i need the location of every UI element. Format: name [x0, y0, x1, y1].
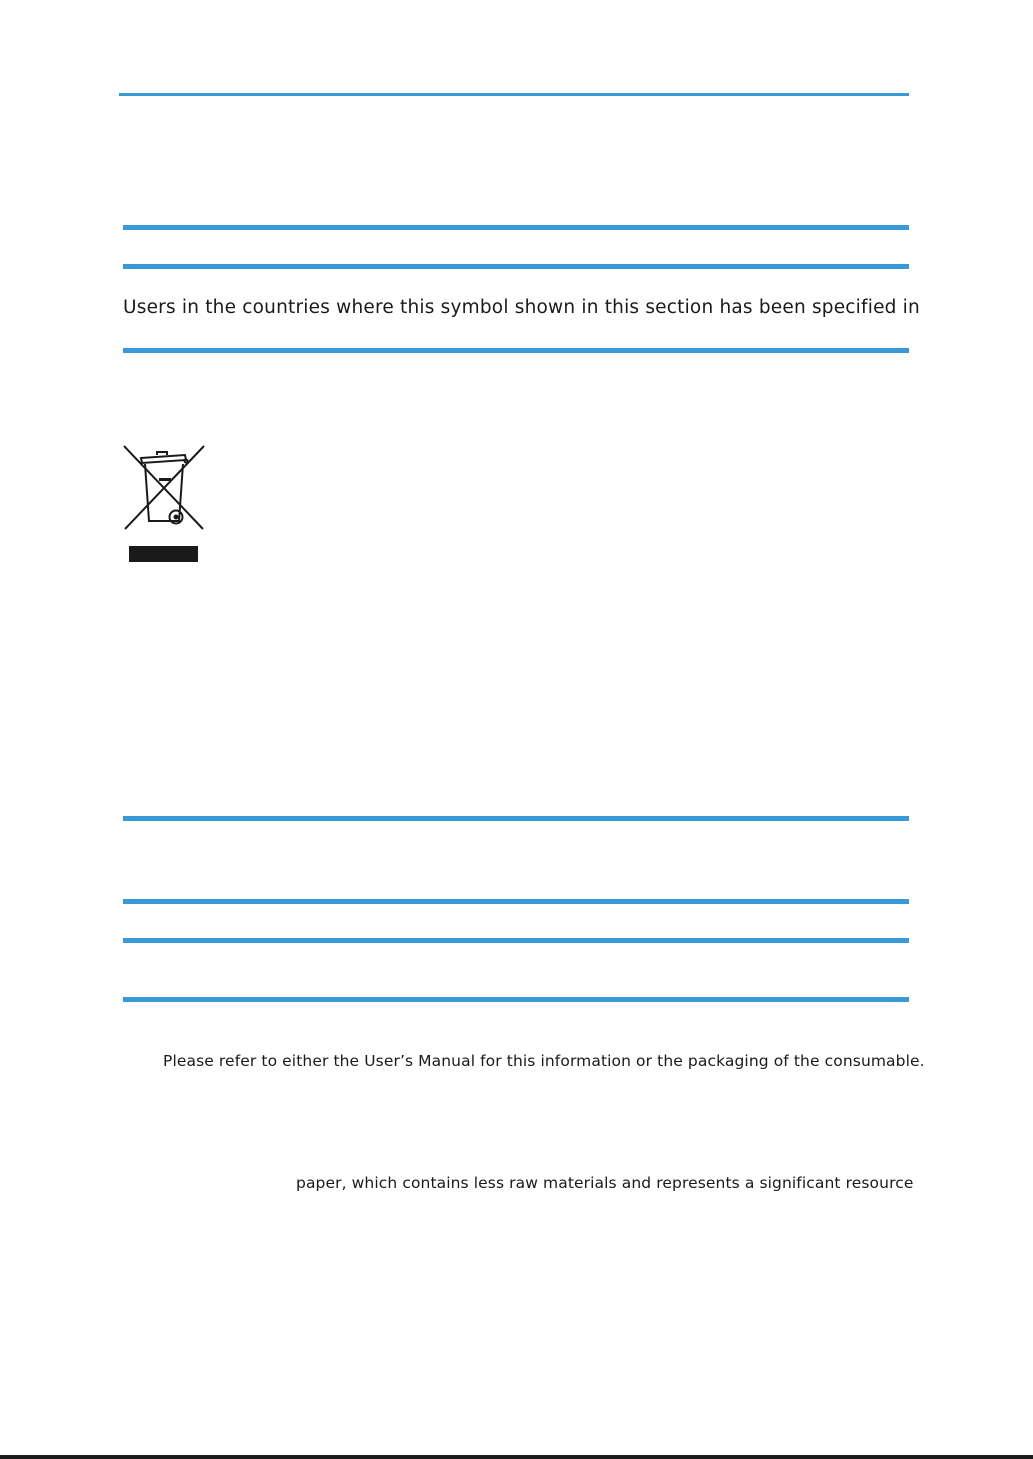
header-rule	[119, 93, 909, 96]
section-rule-4	[123, 816, 909, 821]
consumables-note: Please refer to either the User’s Manual for this information or the packaging of the consumable.	[163, 1052, 925, 1070]
section-rule-2	[123, 264, 909, 269]
bottom-edge	[0, 1455, 1033, 1459]
section-rule-1	[123, 225, 909, 230]
section-rule-6	[123, 938, 909, 943]
section-rule-7	[123, 997, 909, 1002]
crossed-out-wheeled-bin-icon	[121, 444, 207, 564]
section-intro-text: Users in the countries where this symbol shown in this section has been specified in	[123, 297, 920, 318]
paper-text: paper, which contains less raw materials and represents a significant resource	[296, 1174, 914, 1192]
section-rule-5	[123, 899, 909, 904]
section-rule-3	[123, 348, 909, 353]
